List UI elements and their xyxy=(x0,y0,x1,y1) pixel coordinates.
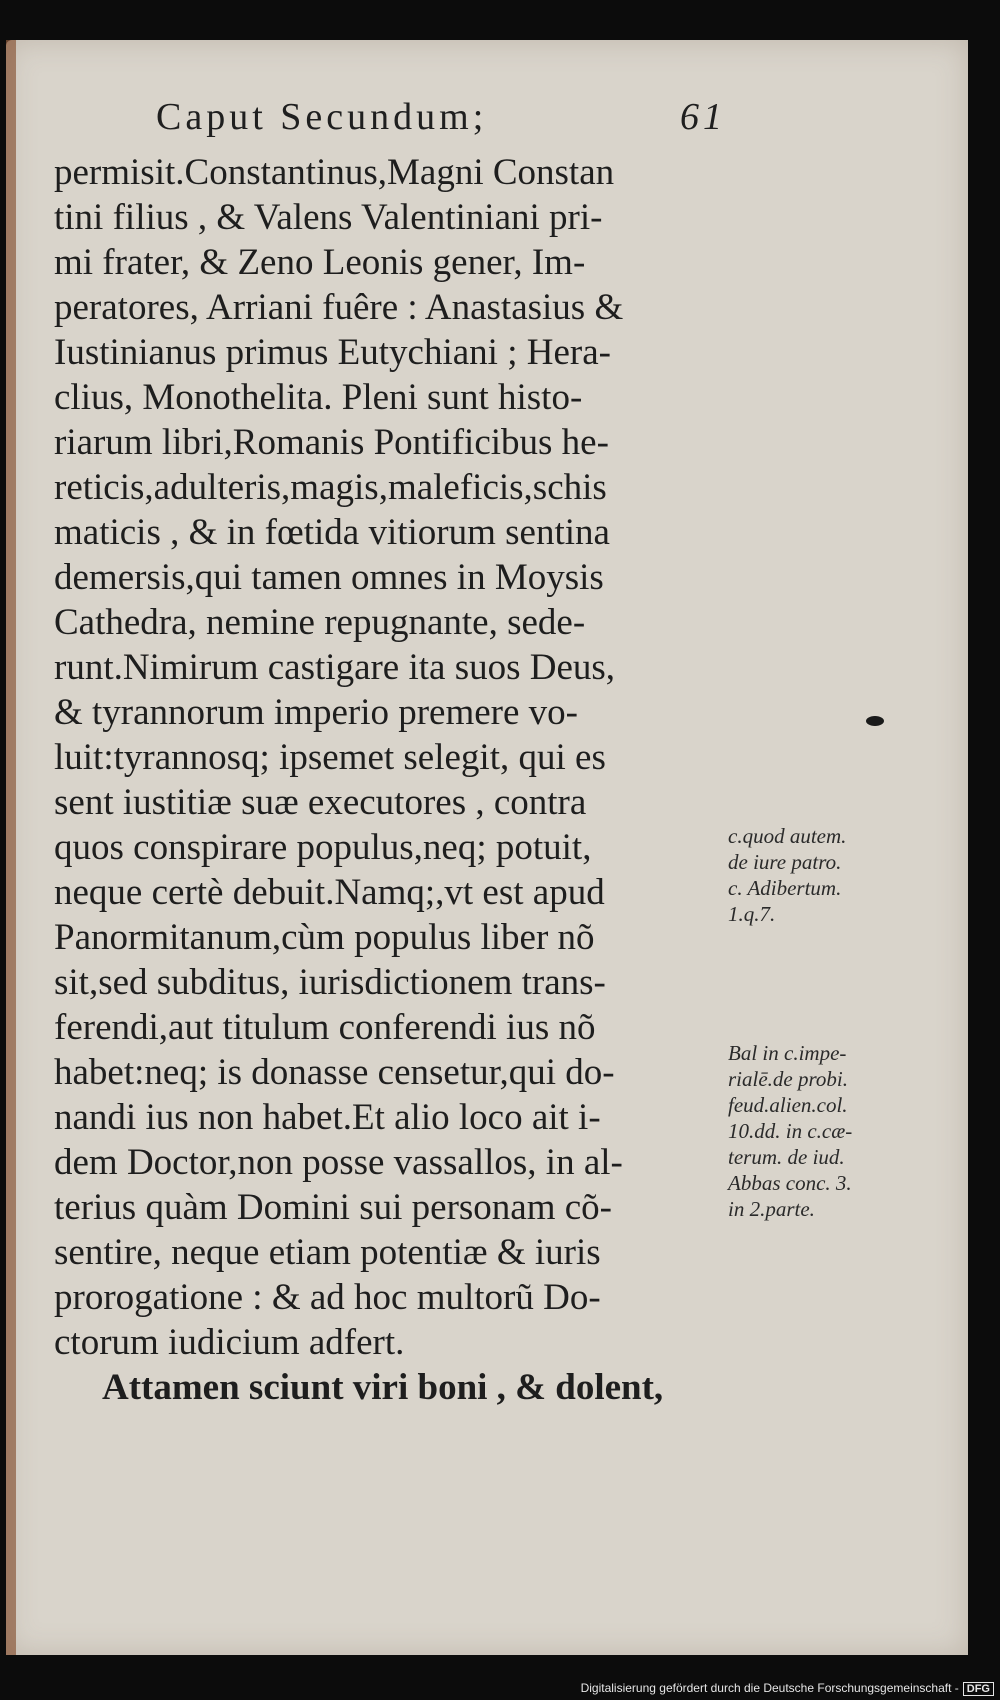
marginal-note-line: 10.dd. in c.cæ- xyxy=(728,1119,853,1143)
text-line: neque certè debuit.Namq;,vt est apud xyxy=(54,872,605,913)
text-line: mi frater, & Zeno Leonis gener, Im- xyxy=(54,242,586,283)
paragraph-start-line: Attamen sciunt viri boni , & dolent, xyxy=(102,1367,664,1408)
footer-credit xyxy=(581,1681,994,1696)
text-line: Iustinianus primus Eutychiani ; Hera- xyxy=(54,332,611,373)
text-line: terius quàm Domini sui personam cõ- xyxy=(54,1187,612,1228)
marginal-note-line: c.quod autem. xyxy=(728,824,847,848)
header-title: Caput Secundum; xyxy=(156,96,488,138)
page-edge xyxy=(6,40,16,1655)
text-line: reticis,adulteris,magis,maleficis,schis xyxy=(54,467,607,508)
running-header xyxy=(156,95,726,145)
text-line: ctorum iudicium adfert. xyxy=(54,1322,405,1363)
book-page xyxy=(6,40,968,1655)
marginal-note xyxy=(728,1040,852,1222)
text-line: ferendi,aut titulum conferendi ius nõ xyxy=(54,1007,596,1048)
text-line: prorogatione : & ad hoc multorũ Do- xyxy=(54,1277,601,1318)
text-line: riarum libri,Romanis Pontificibus he- xyxy=(54,422,609,463)
text-line: sit,sed subditus, iurisdictionem trans- xyxy=(54,962,606,1003)
text-line: Cathedra, nemine repugnante, sede- xyxy=(54,602,586,643)
marginal-note xyxy=(728,823,846,927)
marginal-note-line: Bal in c.impe- xyxy=(728,1041,847,1065)
footer-credit-text: Digitalisierung gefördert durch die Deutsche Forschungsgemeinschaft - xyxy=(580,1681,959,1695)
text-line: sentire, neque etiam potentiæ & iuris xyxy=(54,1232,601,1273)
text-line: quos conspirare populus,neq; potuit, xyxy=(54,827,592,868)
text-line: maticis , & in fœtida vitiorum sentina xyxy=(54,512,610,553)
text-line: tini filius , & Valens Valentiniani pri- xyxy=(54,197,603,238)
text-line: sent iustitiæ suæ executores , contra xyxy=(54,782,587,823)
text-line: Panormitanum,cùm populus liber nõ xyxy=(54,917,595,958)
marginal-note-line: in 2.parte. xyxy=(728,1197,815,1221)
text-line: dem Doctor,non posse vassallos, in al- xyxy=(54,1142,623,1183)
marginal-note-line: de iure patro. xyxy=(728,850,842,874)
dfg-logo: DFG xyxy=(963,1682,994,1696)
text-line: & tyrannorum imperio premere vo- xyxy=(54,692,578,733)
marginal-note-line: Abbas conc. 3. xyxy=(728,1171,852,1195)
marginal-note-line: feud.alien.col. xyxy=(728,1093,848,1117)
text-line: runt.Nimirum castigare ita suos Deus, xyxy=(54,647,616,688)
ink-spot xyxy=(866,716,884,726)
marginal-note-line: 1.q.7. xyxy=(728,902,776,926)
text-line: peratores, Arriani fuêre : Anastasius & xyxy=(54,287,624,328)
page-number: 61 xyxy=(680,96,726,138)
text-line: nandi ius non habet.Et alio loco ait i- xyxy=(54,1097,601,1138)
text-line: luit:tyrannosq; ipsemet selegit, qui es xyxy=(54,737,606,778)
text-line: habet:neq; is donasse censetur,qui do- xyxy=(54,1052,615,1093)
text-line: demersis,qui tamen omnes in Moysis xyxy=(54,557,604,598)
marginal-note-line: rialē.de probi. xyxy=(728,1067,848,1091)
marginal-note-line: c. Adibertum. xyxy=(728,876,842,900)
text-line: permisit.Constantinus,Magni Constan xyxy=(54,152,615,193)
text-line: clius, Monothelita. Pleni sunt histo- xyxy=(54,377,583,418)
marginal-note-line: terum. de iud. xyxy=(728,1145,845,1169)
body-text xyxy=(54,150,734,1410)
